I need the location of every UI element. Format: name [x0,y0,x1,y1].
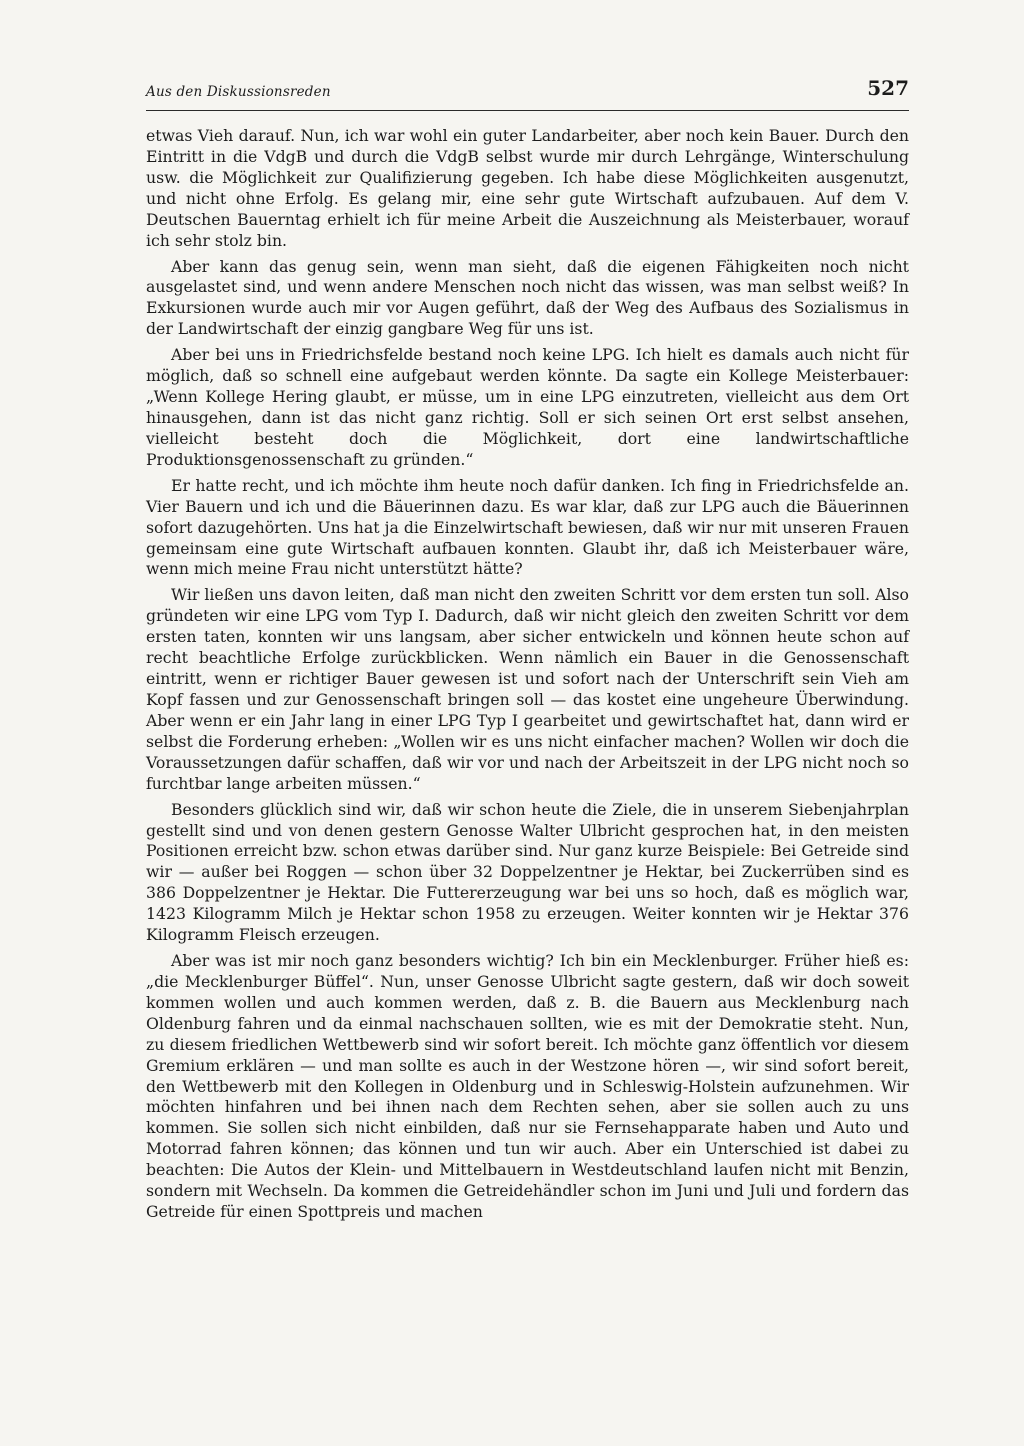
paragraph: Wir ließen uns davon leiten, daß man nicht den zweiten Schritt vor dem ersten tun soll. Also gründeten wir eine LPG vom Typ I. Dadurch, daß wir nicht gleich den zweiten Schritt vor dem ersten taten, konnten wir uns langsam, aber sicher entwickeln und können heute schon auf recht beachtliche Erfolge zurückblicken. Wenn nämlich ein Bauer in die Genossenschaft eintritt, wenn er richtiger Bauer gewesen ist und sofort nach der Unterschrift sein Vieh am Kopf fassen und zur Genossenschaft bringen soll — das kostet eine ungeheure Überwindung. Aber wenn er ein Jahr lang in einer LPG Typ I gearbeitet und gewirtschaftet hat, dann wird er selbst die Forderung erheben: „Wollen wir es uns nicht einfacher machen? Wollen wir doch die Voraussetzungen dafür schaffen, daß wir vor und nach der Arbeitszeit in der LPG nicht noch so furchtbar lange arbeiten müssen.“ [146,585,909,793]
running-head: Aus den Diskussionsreden [146,84,331,100]
paragraph: Aber was ist mir noch ganz besonders wichtig? Ich bin ein Mecklenburger. Früher hieß es: „die Mecklenburger Büffel“. Nun, unser Genosse Ulbricht sagte gestern, daß wir doch soweit kommen wollen und auch kommen werden, daß z. B. die Bauern aus Mecklenburg nach Oldenburg fahren und da einmal nachschauen sollten, wie es mit der Demokratie steht. Nun, zu diesem friedlichen Wettbewerb sind wir sofort bereit. Ich möchte ganz öffentlich vor diesem Gremium erklären — und man sollte es auch in der Westzone hören —, wir sind sofort bereit, den Wettbewerb mit den Kollegen in Oldenburg und in Schleswig-Holstein aufzunehmen. Wir möchten hinfahren und bei ihnen nach dem Rechten sehen, aber sie sollen auch zu uns kommen. Sie sollen sich nicht einbilden, daß nur sie Fernsehapparate haben und Auto und Motorrad fahren können; das können und tun wir auch. Aber ein Unterschied ist dabei zu beachten: Die Autos der Klein- und Mittelbauern in Westdeutschland laufen nicht mit Benzin, sondern mit Wechseln. Da kommen die Getreidehändler schon im Juni und Juli und fordern das Getreide für einen Spottpreis und machen [146,951,909,1222]
body-text [146,126,909,1228]
paragraph: Aber bei uns in Friedrichsfelde bestand noch keine LPG. Ich hielt es damals auch nicht für möglich, daß so schnell eine aufgebaut werden könnte. Da sagte ein Kollege Meisterbauer: „Wenn Kollege Hering glaubt, er müsse, um in eine LPG einzutreten, vielleicht aus dem Ort hinausgehen, dann ist das nicht ganz richtig. Soll er sich seinen Ort erst selbst ansehen, vielleicht besteht doch die Möglichkeit, dort eine landwirtschaftliche Produktionsgenossenschaft zu gründen.“ [146,345,909,469]
page-number: 527 [867,76,909,100]
paragraph-continued: etwas Vieh darauf. Nun, ich war wohl ein guter Landarbeiter, aber noch kein Bauer. Durch den Eintritt in die VdgB und durch die VdgB selbst wurde mir durch Lehrgänge, Winterschulung usw. die Möglichkeit zur Qualifizierung gegeben. Ich habe diese Möglichkeiten ausgenutzt, und nicht ohne Erfolg. Es gelang mir, eine sehr gute Wirtschaft aufzubauen. Auf dem V. Deutschen Bauerntag erhielt ich für meine Arbeit die Auszeichnung als Meisterbauer, worauf ich sehr stolz bin. [146,126,909,250]
paragraph: Er hatte recht, und ich möchte ihm heute noch dafür danken. Ich fing in Friedrichsfelde an. Vier Bauern und ich und die Bäuerinnen dazu. Es war klar, daß zur LPG auch die Bäuerinnen sofort dazugehörten. Uns hat ja die Einzelwirtschaft bewiesen, daß wir nur mit unseren Frauen gemeinsam eine gute Wirtschaft aufbauen konnten. Glaubt ihr, daß ich Meisterbauer wäre, wenn mich meine Frau nicht unterstützt hätte? [146,475,909,579]
paragraph: Besonders glücklich sind wir, daß wir schon heute die Ziele, die in unserem Siebenjahrplan gestellt sind und von denen gestern Genosse Walter Ulbricht gesprochen hat, in den meisten Positionen erreicht bzw. schon etwas darüber sind. Nur ganz kurze Beispiele: Bei Getreide sind wir — außer bei Roggen — schon über 32 Doppelzentner je Hektar, bei Zuckerrüben sind es 386 Doppelzentner je Hektar. Die Futtererzeugung war bei uns so hoch, daß es möglich war, 1423 Kilogramm Milch je Hektar schon 1958 zu erzeugen. Weiter konnten wir je Hektar 376 Kilogramm Fleisch erzeugen. [146,799,909,945]
paragraph: Aber kann das genug sein, wenn man sieht, daß die eigenen Fähigkeiten noch nicht ausgelastet sind, und wenn andere Menschen noch nicht das wissen, was man selbst weiß? In Exkursionen wurde auch mir vor Augen geführt, daß der Weg des Aufbaus des Sozialismus in der Landwirtschaft der einzig gangbare Weg für uns ist. [146,256,909,339]
page-header [146,76,909,111]
